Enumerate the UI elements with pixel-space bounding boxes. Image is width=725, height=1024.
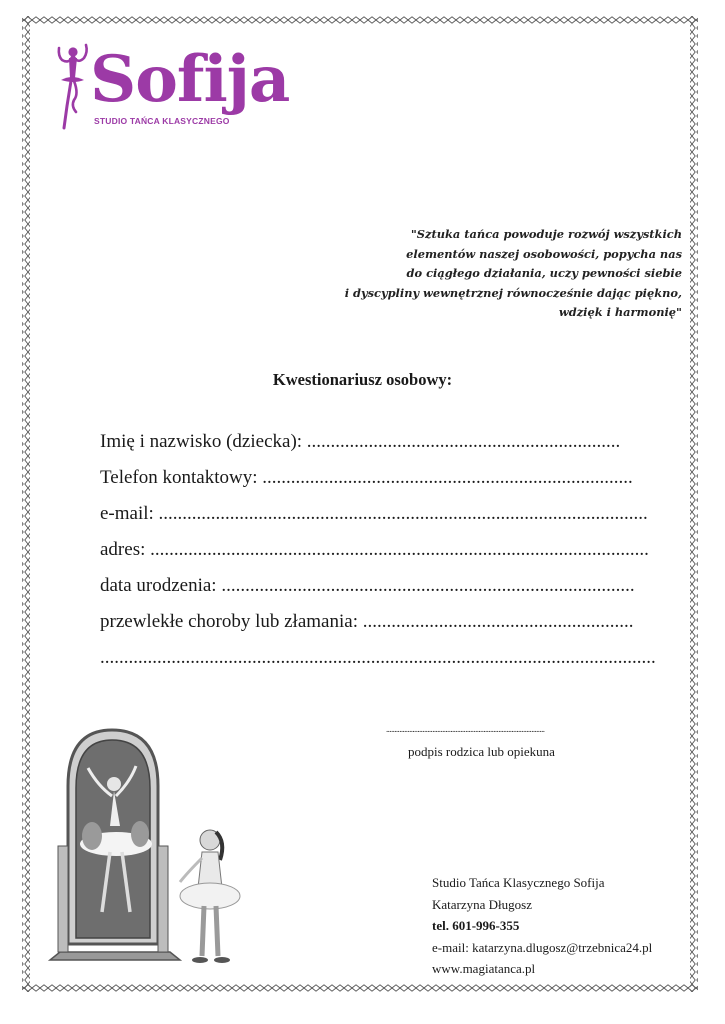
quote-line: "Sztuka tańca powoduje rozwój wszystkich xyxy=(410,227,682,241)
contact-email[interactable]: e-mail: katarzyna.dlugosz@trzebnica24.pl xyxy=(432,939,653,955)
field-child-name[interactable]: Imię i nazwisko (dziecka): .................................................................. xyxy=(100,431,621,452)
contact-info xyxy=(432,872,652,980)
field-email[interactable]: e-mail: ....................................................................................................... xyxy=(100,503,648,524)
dancer-logo-icon xyxy=(52,42,92,134)
field-chronic-illness[interactable]: przewlekłe choroby lub złamania: ......................................................... xyxy=(100,611,634,632)
logo-wordmark: Sofija xyxy=(90,42,290,117)
field-phone[interactable]: Telefon kontaktowy: .............................................................................. xyxy=(100,467,633,488)
quote-line: i dyscypliny wewnętrznej równocześnie dając piękno, xyxy=(344,285,682,300)
quote-line: wdzięk i harmonię" xyxy=(558,305,682,320)
field-birth-date[interactable]: data urodzenia: ....................................................................................... xyxy=(100,575,635,596)
motto-quote xyxy=(302,225,682,323)
field-address[interactable]: adres: ......................................................................................................... xyxy=(100,539,649,560)
contact-person: Katarzyna Długosz xyxy=(432,896,532,912)
field-extra-line[interactable]: ..................................................................................................................... xyxy=(100,647,656,668)
signature-line[interactable]: ................................................................................................ xyxy=(386,724,545,734)
logo-subtitle: STUDIO TAŃCA KLASYCZNEGO xyxy=(94,116,230,126)
questionnaire-fields xyxy=(100,424,656,676)
ballerina-mirror-illustration xyxy=(40,716,250,971)
contact-studio: Studio Tańca Klasycznego Sofija xyxy=(432,875,605,890)
contact-phone: tel. 601-996-355 xyxy=(432,918,520,933)
quote-line: elementów naszej osobowości, popycha nas xyxy=(406,246,682,261)
studio-logo xyxy=(52,38,290,138)
signature-label: podpis rodzica lub opiekuna xyxy=(408,744,555,759)
form-title: Kwestionariusz osobowy: xyxy=(272,370,453,389)
contact-website[interactable]: www.magiatanca.pl xyxy=(432,961,536,976)
quote-line: do ciągłego działania, uczy pewności siebie xyxy=(406,266,682,281)
